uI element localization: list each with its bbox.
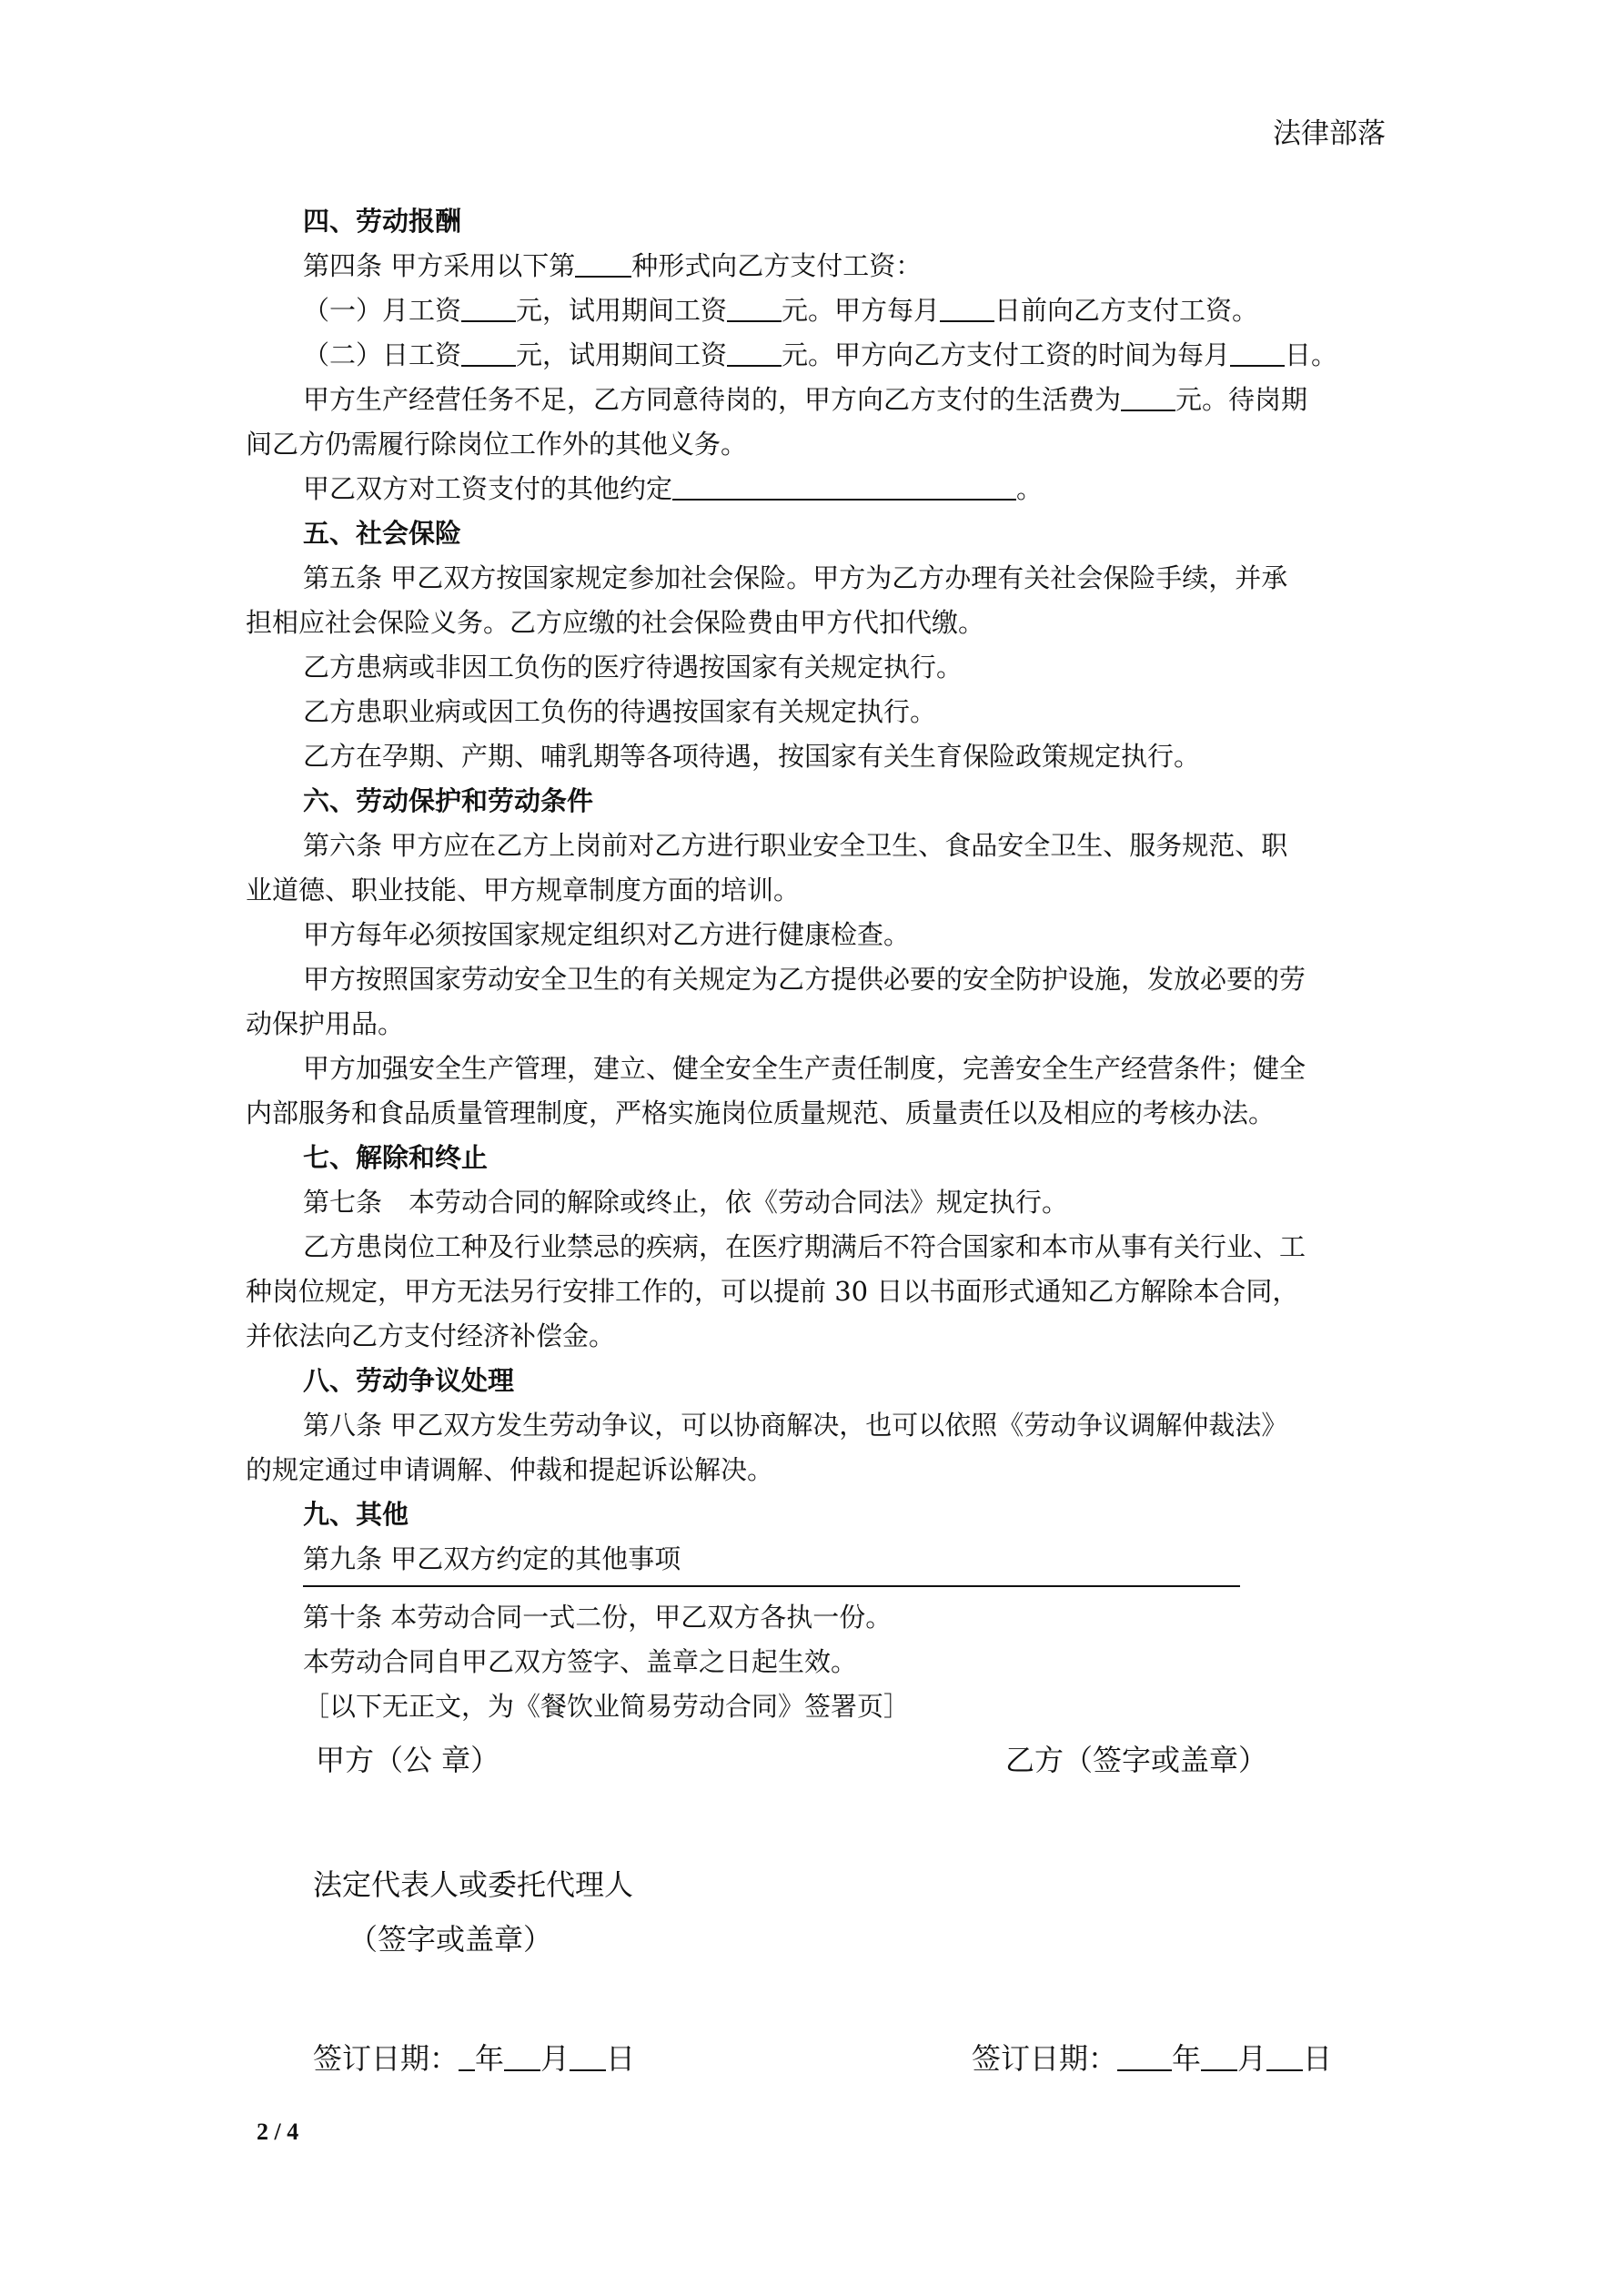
- party-a-day-blank[interactable]: [570, 2042, 606, 2071]
- other-matters-blank-line[interactable]: [303, 1585, 1240, 1587]
- article-5-line-2: 担相应社会保险义务。乙方应缴的社会保险费由甲方代扣代缴。: [246, 607, 985, 638]
- article-5-para-3: 乙方患职业病或因工负伤的待遇按国家有关规定执行。: [303, 696, 937, 727]
- article-6-para-4-line-2: 内部服务和食品质量管理制度，严格实施岗位质量规范、质量责任以及相应的考核办法。: [246, 1097, 1276, 1128]
- wage-option-2: [303, 333, 1395, 378]
- section-7-title: 七、解除和终止: [303, 1142, 489, 1173]
- effective-clause: 本劳动合同自甲乙双方签字、盖章之日起生效。: [303, 1646, 858, 1677]
- party-a-year-blank[interactable]: [459, 2042, 475, 2071]
- other-wage-suffix: 。: [1016, 473, 1044, 504]
- article-6-para-3-line-2: 动保护用品。: [246, 1008, 405, 1039]
- article-7-para-2-line-2: 种岗位规定，甲方无法另行安排工作的，可以提前 30 日以书面形式通知乙方解除本合同，: [246, 1276, 1299, 1307]
- year-label: 年: [475, 2041, 505, 2076]
- header-brand: 法律部落: [1273, 117, 1386, 150]
- article-5-para-4: 乙方在孕期、产期、哺乳期等各项待遇，按国家有关生育保险政策规定执行。: [303, 741, 1201, 772]
- living-allowance-blank[interactable]: [1121, 382, 1175, 411]
- pay-time-label: 元。甲方向乙方支付工资的时间为每月: [782, 339, 1231, 370]
- section-5-title: 五、社会保险: [303, 518, 462, 549]
- section-4-title: 四、劳动报酬: [303, 206, 462, 237]
- pay-day-label: 元。甲方每月: [782, 295, 941, 326]
- other-wage-label: 甲乙双方对工资支付的其他约定: [303, 473, 673, 504]
- article-4-text: 第四条 甲方采用以下第: [303, 250, 576, 281]
- other-wage-terms: [303, 467, 1395, 511]
- article-9: 第九条 甲乙双方约定的其他事项: [303, 1543, 681, 1574]
- party-b-signature: 乙方（签字或盖章）: [1005, 1743, 1268, 1777]
- standby-clause-line-1: [303, 378, 1395, 422]
- contract-body: [246, 199, 1395, 1729]
- party-b-sign-date: [972, 2038, 1332, 2079]
- article-6-line-2: 业道德、职业技能、甲方规章制度方面的培训。: [246, 875, 801, 905]
- month-label: 月: [540, 2041, 570, 2076]
- daily-wage-blank[interactable]: [461, 338, 516, 367]
- article-5-para-2: 乙方患病或非因工负伤的医疗待遇按国家有关规定执行。: [303, 652, 963, 683]
- representative-signature-note: （签字或盖章）: [348, 1922, 553, 1957]
- pay-time-blank[interactable]: [1230, 338, 1285, 367]
- probation-wage-blank[interactable]: [727, 293, 782, 322]
- standby-clause-line-2: 间乙方仍需履行除岗位工作外的其他义务。: [246, 429, 748, 460]
- article-4-text-2: 种形式向乙方支付工资：: [631, 250, 923, 281]
- daily-wage-label: （二）日工资: [303, 339, 462, 370]
- year-label-b: 年: [1172, 2041, 1202, 2076]
- wage-option-1: [303, 288, 1395, 333]
- monthly-wage-blank[interactable]: [461, 293, 516, 322]
- article-7-para-2-line-1: 乙方患岗位工种及行业禁忌的疾病，在医疗期满后不符合国家和本市从事有关行业、工: [303, 1231, 1306, 1262]
- wage-form-blank[interactable]: [575, 248, 631, 278]
- party-a-seal: 甲方（公 章）: [316, 1743, 500, 1777]
- legal-representative-label: 法定代表人或委托代理人: [313, 1867, 634, 1902]
- article-10: 第十条 本劳动合同一式二份，甲乙双方各执一份。: [303, 1602, 893, 1633]
- article-6-para-2: 甲方每年必须按国家规定组织对乙方进行健康检查。: [303, 919, 911, 950]
- day-label-b: 日: [1303, 2041, 1333, 2076]
- pay-day-blank[interactable]: [940, 293, 994, 322]
- article-5-line-1: 第五条 甲乙双方按国家规定参加社会保险。甲方为乙方办理有关社会保险手续，并承: [303, 562, 1288, 593]
- pay-day-suffix: 日前向乙方支付工资。: [994, 295, 1259, 326]
- party-b-year-blank[interactable]: [1117, 2042, 1172, 2071]
- page-number: 2 / 4: [257, 2119, 299, 2145]
- pay-time-suffix: 日。: [1285, 339, 1338, 370]
- party-a-month-blank[interactable]: [504, 2042, 540, 2071]
- standby-text-2: 元。待岗期: [1175, 384, 1308, 415]
- article-6-para-3-line-1: 甲方按照国家劳动安全卫生的有关规定为乙方提供必要的安全防护设施，发放必要的劳: [303, 964, 1306, 995]
- article-8-line-2: 的规定通过申请调解、仲裁和提起诉讼解决。: [246, 1454, 774, 1485]
- article-6-line-1: 第六条 甲方应在乙方上岗前对乙方进行职业安全卫生、食品安全卫生、服务规范、职: [303, 830, 1288, 861]
- signature-page-note: ［以下无正文，为《餐饮业简易劳动合同》签署页］: [303, 1691, 911, 1722]
- article-7-para-2-line-3: 并依法向乙方支付经济补偿金。: [246, 1320, 616, 1351]
- article-7: 第七条 本劳动合同的解除或终止，依《劳动合同法》规定执行。: [303, 1187, 1069, 1218]
- probation-wage-label: 元，试用期间工资: [516, 295, 728, 326]
- section-9-title: 九、其他: [303, 1499, 409, 1530]
- section-6-title: 六、劳动保护和劳动条件: [303, 785, 594, 816]
- monthly-wage-label: （一）月工资: [303, 295, 462, 326]
- party-b-month-blank[interactable]: [1201, 2042, 1237, 2071]
- day-label: 日: [606, 2041, 636, 2076]
- article-8-line-1: 第八条 甲乙双方发生劳动争议，可以协商解决，也可以依照《劳动争议调解仲裁法》: [303, 1410, 1288, 1441]
- standby-text: 甲方生产经营任务不足，乙方同意待岗的，甲方向乙方支付的生活费为: [303, 384, 1122, 415]
- month-label-b: 月: [1237, 2041, 1267, 2076]
- probation-wage-blank-2[interactable]: [727, 338, 782, 367]
- sign-date-label: 签订日期：: [313, 2041, 459, 2076]
- article-6-para-4-line-1: 甲方加强安全生产管理，建立、健全安全生产责任制度，完善安全生产经营条件；健全: [303, 1053, 1306, 1084]
- other-wage-blank[interactable]: [672, 471, 1016, 501]
- probation-wage-label-2: 元，试用期间工资: [516, 339, 728, 370]
- party-b-day-blank[interactable]: [1266, 2042, 1303, 2071]
- sign-date-label-b: 签订日期：: [972, 2041, 1118, 2076]
- section-8-title: 八、劳动争议处理: [303, 1365, 515, 1396]
- article-4: [303, 244, 1395, 288]
- party-a-sign-date: [313, 2038, 635, 2079]
